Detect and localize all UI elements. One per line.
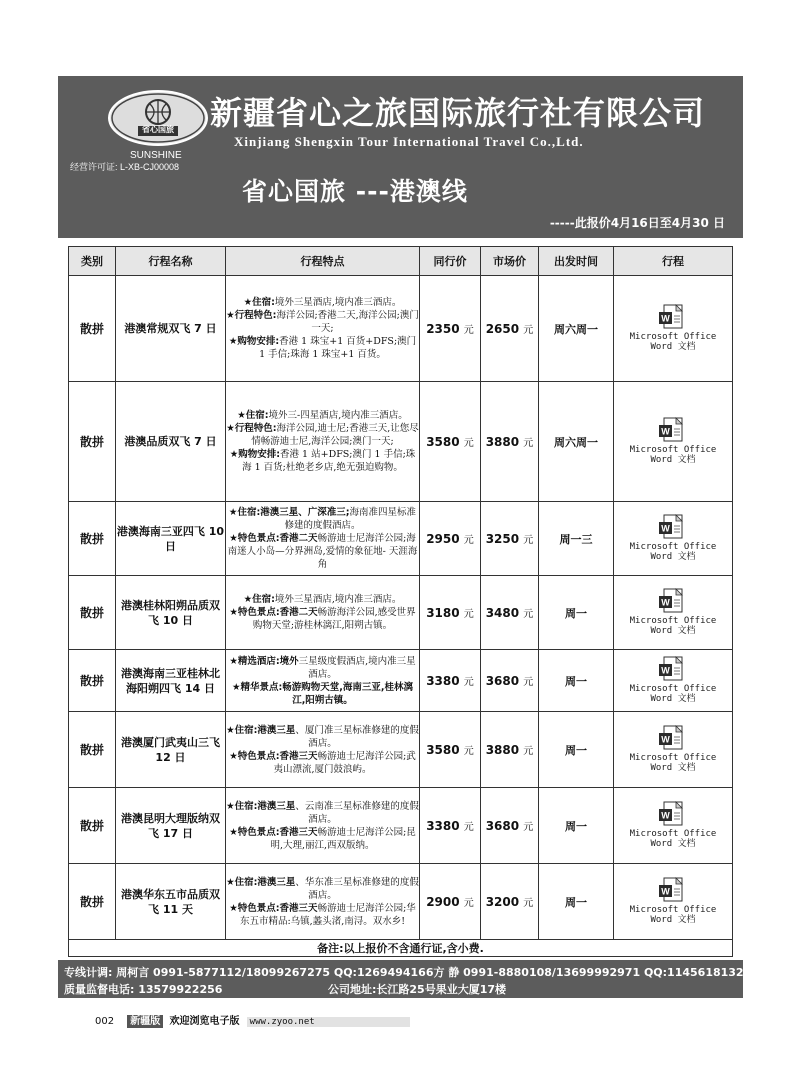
market-price: 3250	[485, 532, 520, 546]
market-price-cell	[481, 788, 539, 864]
doc-label-line2: Word 文档	[650, 342, 696, 352]
peer-price: 3380	[426, 819, 460, 833]
market-price: 3880	[485, 435, 520, 449]
market-price-cell	[481, 576, 539, 650]
itinerary-document-link[interactable]	[630, 877, 717, 925]
yuan-unit: 元	[523, 746, 534, 757]
svg-text:W: W	[661, 734, 670, 745]
feature-line	[226, 800, 419, 826]
itinerary-cell	[614, 650, 733, 712]
feature-text: 畅游海洋公园,感受世界购物天堂;游桂林漓江,阳朔古镇。	[252, 607, 416, 631]
market-price: 3680	[485, 674, 520, 688]
market-price: 3480	[485, 606, 520, 620]
logo-text-en: SUNSHINE	[130, 150, 182, 161]
table-row	[69, 712, 733, 788]
peer-price-cell	[420, 650, 481, 712]
tour-name: 港澳厦门武夷山三飞 12 日	[116, 712, 226, 788]
word-document-icon	[658, 656, 688, 682]
tour-name: 港澳华东五市品质双飞 11 天	[116, 864, 226, 940]
itinerary-document-link[interactable]	[630, 588, 717, 636]
doc-label-line1: Microsoft Office	[629, 445, 717, 455]
feature-heading: ★特色景点:香港二天	[229, 533, 318, 544]
tour-name: 港澳海南三亚四飞 10 日	[116, 502, 226, 576]
feature-line	[226, 655, 419, 681]
itinerary-cell	[614, 712, 733, 788]
word-document-icon	[658, 304, 688, 330]
browse-slogan: 欢迎浏览电子版	[169, 1016, 240, 1027]
doc-label-line1: Microsoft Office	[629, 616, 717, 626]
supervision-phone: 质量监督电话: 13579922256	[64, 983, 223, 996]
col-header-name: 行程名称	[116, 247, 226, 276]
page-number: 002	[95, 1016, 115, 1027]
tour-name: 港澳常规双飞 7 日	[116, 276, 226, 382]
feature-text: 香港 1 珠宝+1 百货+DFS;澳门 1 手信;珠海 1 珠宝+1 百货。	[259, 336, 417, 360]
peer-price: 3580	[426, 743, 460, 757]
yuan-unit: 元	[523, 822, 534, 833]
feature-text: 、华东准三星标准修建的度假酒店。	[295, 876, 419, 901]
yuan-unit: 元	[463, 609, 474, 620]
feature-text: 海洋公园,迪士尼;香港三天,让您尽情畅游迪士尼,海洋公园;澳门一天;	[251, 423, 419, 447]
feature-text: 海南准四星标准修建的度假酒店。	[284, 507, 417, 531]
tour-features	[226, 712, 420, 788]
feature-line	[226, 902, 419, 928]
svg-text:W: W	[661, 426, 670, 437]
doc-label-line1: Microsoft Office	[629, 542, 717, 552]
feature-line	[226, 724, 419, 750]
tour-type: 散拼	[69, 864, 116, 940]
feature-text: 、厦门准三星标准修建的度假酒店。	[295, 724, 419, 749]
yuan-unit: 元	[523, 898, 534, 909]
feature-heading: ★特色景点:香港三天	[229, 902, 318, 914]
departure-days: 周一	[539, 576, 614, 650]
feature-line	[226, 506, 419, 532]
yuan-unit: 元	[463, 822, 474, 833]
col-header-features: 行程特点	[226, 247, 420, 276]
company-address: 公司地址:长江路25号果业大厦17楼	[328, 983, 507, 996]
table-body	[69, 276, 733, 957]
feature-text: 香港 1 站+DFS;澳门 1 手信;珠海 1 百货;杜绝老乡店,绝无强迫购物。	[242, 449, 416, 473]
itinerary-document-link[interactable]	[630, 656, 717, 704]
itinerary-document-link[interactable]	[630, 514, 717, 562]
market-price-cell	[481, 864, 539, 940]
feature-heading: ★特色景点:香港二天	[229, 607, 318, 618]
tour-type: 散拼	[69, 650, 116, 712]
itinerary-cell	[614, 576, 733, 650]
feature-line	[226, 532, 419, 571]
tour-features	[226, 864, 420, 940]
word-document-icon	[658, 514, 688, 540]
feature-line	[226, 606, 419, 632]
tour-name: 港澳桂林阳朔品质双飞 10 日	[116, 576, 226, 650]
feature-heading: ★特色景点:香港三天	[229, 750, 318, 762]
feature-text: 畅游迪士尼海洋公园;海南迷人小岛—分界洲岛,爱情的象征地- 天涯海角	[227, 533, 418, 570]
peer-price-cell	[420, 712, 481, 788]
tour-type: 散拼	[69, 276, 116, 382]
doc-label-line1: Microsoft Office	[629, 684, 717, 694]
doc-label-line2: Word 文档	[650, 839, 696, 849]
tour-name: 港澳品质双飞 7 日	[116, 382, 226, 502]
company-name-en: Xinjiang Shengxin Tour International Travel Co.,Ltd.	[234, 134, 584, 149]
doc-label-line2: Word 文档	[650, 915, 696, 925]
doc-label-line1: Microsoft Office	[629, 829, 717, 839]
tour-features	[226, 276, 420, 382]
page-footer	[95, 1012, 410, 1027]
doc-label-line1: Microsoft Office	[629, 753, 717, 763]
peer-price: 3180	[426, 606, 460, 620]
feature-line	[226, 750, 419, 776]
doc-label-line2: Word 文档	[650, 552, 696, 562]
feature-line	[226, 309, 419, 335]
itinerary-cell	[614, 788, 733, 864]
brochure-page	[58, 76, 743, 1003]
feature-text: 、云南准三星标准修建的度假酒店。	[295, 800, 419, 825]
feature-line	[226, 681, 419, 707]
table-row	[69, 576, 733, 650]
yuan-unit: 元	[463, 677, 474, 688]
tour-name: 港澳海南三亚桂林北海阳朔四飞 14 日	[116, 650, 226, 712]
tour-type: 散拼	[69, 712, 116, 788]
market-price-cell	[481, 382, 539, 502]
feature-line	[226, 296, 419, 309]
col-header-departure: 出发时间	[539, 247, 614, 276]
logo-text-cn: 省心国旅	[142, 125, 174, 134]
departure-days: 周一	[539, 864, 614, 940]
departure-days: 周一三	[539, 502, 614, 576]
col-header-itinerary: 行程	[614, 247, 733, 276]
doc-label-line2: Word 文档	[650, 626, 696, 636]
yuan-unit: 元	[523, 438, 534, 449]
tour-features	[226, 502, 420, 576]
table-header-row	[69, 247, 733, 276]
yuan-unit: 元	[463, 325, 474, 336]
feature-heading: ★购物安排:	[228, 336, 280, 347]
website-link[interactable]: www.zyoo.net	[247, 1017, 410, 1027]
feature-text: 海洋公园;香港二天,海洋公园;澳门一天;	[276, 310, 419, 334]
svg-text:W: W	[661, 810, 670, 821]
doc-label-line2: Word 文档	[650, 455, 696, 465]
feature-line	[226, 448, 419, 474]
peer-price-cell	[420, 576, 481, 650]
svg-text:W: W	[661, 313, 670, 324]
yuan-unit: 元	[523, 677, 534, 688]
departure-days: 周一	[539, 712, 614, 788]
table-row	[69, 502, 733, 576]
word-document-icon	[658, 877, 688, 903]
feature-line	[226, 422, 419, 448]
feature-line	[226, 826, 419, 852]
license-number: 经营许可证: L-XB-CJ00008	[70, 162, 180, 172]
col-header-peer-price: 同行价	[420, 247, 481, 276]
peer-price-cell	[420, 276, 481, 382]
yuan-unit: 元	[463, 535, 474, 546]
svg-text:W: W	[661, 597, 670, 608]
feature-text: 境外三星酒店,境内准三酒店。	[274, 297, 402, 308]
itinerary-cell	[614, 382, 733, 502]
feature-line	[226, 876, 419, 902]
market-price-cell	[481, 650, 539, 712]
table-row	[69, 788, 733, 864]
price-validity: -----此报价4月16日至4月30 日	[549, 216, 725, 230]
doc-label-line2: Word 文档	[650, 763, 696, 773]
feature-heading: ★特色景点:香港三天	[229, 826, 318, 838]
feature-heading: ★住宿:	[237, 410, 269, 421]
yuan-unit: 元	[523, 609, 534, 620]
tour-features	[226, 650, 420, 712]
tour-type: 散拼	[69, 502, 116, 576]
globe-logo-icon	[110, 92, 206, 144]
col-header-market-price: 市场价	[481, 247, 539, 276]
peer-price: 3380	[426, 674, 460, 688]
itinerary-cell	[614, 502, 733, 576]
tour-type: 散拼	[69, 788, 116, 864]
col-header-type: 类别	[69, 247, 116, 276]
feature-heading: ★住宿:港澳三星、广深准三;	[228, 507, 350, 518]
departure-days: 周六周一	[539, 276, 614, 382]
price-note: 备注:以上报价不含通行证,含小费.	[69, 940, 733, 957]
table-row	[69, 864, 733, 940]
feature-heading: ★住宿:港澳三星	[226, 800, 296, 812]
feature-text: 三星级度假酒店,境内准三星酒店。	[298, 655, 416, 680]
feature-text: 畅游迪士尼海洋公园;华东五市精品:乌镇,蠡头渚,南浔。双水乡!	[239, 902, 416, 927]
market-price: 2650	[485, 322, 520, 336]
tour-price-table	[68, 246, 733, 957]
departure-days: 周六周一	[539, 382, 614, 502]
feature-text: 畅游迪士尼海洋公园;昆明,大理,丽江,西双版纳。	[270, 826, 416, 851]
yuan-unit: 元	[523, 325, 534, 336]
itinerary-document-link[interactable]	[630, 725, 717, 773]
itinerary-cell	[614, 276, 733, 382]
hotline-contacts: 专线计调: 周柯言 0991-5877112/18099267275 QQ:1269494166方 静 0991-8880108/13699992971 QQ:1145618132	[64, 966, 744, 979]
contact-footer	[58, 960, 743, 998]
departure-days: 周一	[539, 788, 614, 864]
header-banner	[58, 76, 743, 238]
word-document-icon	[658, 417, 688, 443]
itinerary-document-link[interactable]	[630, 417, 717, 465]
peer-price: 2950	[426, 532, 460, 546]
feature-heading: ★行程特色:	[226, 423, 277, 434]
table-row	[69, 650, 733, 712]
tour-name: 港澳昆明大理版纳双飞 17 日	[116, 788, 226, 864]
word-document-icon	[658, 588, 688, 614]
doc-label-line1: Microsoft Office	[629, 332, 717, 342]
feature-text: 境外三星酒店,境内准三酒店。	[274, 594, 402, 605]
feature-heading: ★行程特色:	[226, 310, 277, 321]
peer-price-cell	[420, 382, 481, 502]
feature-heading: ★精选酒店:境外	[229, 655, 299, 667]
departure-days: 周一	[539, 650, 614, 712]
edition-badge: 新疆版	[127, 1015, 163, 1028]
route-title: 省心国旅 ---港澳线	[242, 177, 468, 206]
peer-price: 2900	[426, 895, 460, 909]
peer-price-cell	[420, 864, 481, 940]
feature-line	[226, 409, 419, 422]
itinerary-document-link[interactable]	[630, 801, 717, 849]
tour-features	[226, 382, 420, 502]
yuan-unit: 元	[463, 746, 474, 757]
doc-label-line2: Word 文档	[650, 694, 696, 704]
market-price-cell	[481, 712, 539, 788]
feature-text: 境外三-四星酒店,境内准三酒店。	[268, 410, 408, 421]
feature-heading: ★住宿:	[243, 594, 275, 605]
yuan-unit: 元	[463, 438, 474, 449]
market-price-cell	[481, 502, 539, 576]
word-document-icon	[658, 725, 688, 751]
peer-price-cell	[420, 788, 481, 864]
feature-text: 畅游迪士尼海洋公园;武夷山漂流,厦门鼓浪屿。	[273, 750, 416, 775]
feature-line	[226, 593, 419, 606]
tour-type: 散拼	[69, 382, 116, 502]
feature-line	[226, 335, 419, 361]
svg-text:W: W	[661, 523, 670, 534]
itinerary-cell	[614, 864, 733, 940]
market-price: 3880	[485, 743, 520, 757]
peer-price-cell	[420, 502, 481, 576]
svg-text:W: W	[661, 886, 670, 897]
company-logo	[108, 90, 208, 146]
market-price: 3680	[485, 819, 520, 833]
feature-heading: ★住宿:	[243, 297, 275, 308]
note-row	[69, 940, 733, 957]
feature-heading: ★住宿:港澳三星	[226, 724, 296, 736]
tour-features	[226, 576, 420, 650]
market-price: 3200	[485, 895, 520, 909]
feature-heading: ★购物安排:	[229, 449, 281, 460]
doc-label-line1: Microsoft Office	[629, 905, 717, 915]
feature-heading: ★精华景点:畅游购物天堂,海南三亚,桂林漓江,阳朔古镇。	[231, 681, 414, 706]
yuan-unit: 元	[463, 898, 474, 909]
tour-type: 散拼	[69, 576, 116, 650]
feature-heading: ★住宿:港澳三星	[226, 876, 296, 888]
itinerary-document-link[interactable]	[630, 304, 717, 352]
word-document-icon	[658, 801, 688, 827]
table-row	[69, 382, 733, 502]
table-row	[69, 276, 733, 382]
peer-price: 2350	[426, 322, 460, 336]
svg-text:W: W	[661, 665, 670, 676]
tour-features	[226, 788, 420, 864]
yuan-unit: 元	[523, 535, 534, 546]
market-price-cell	[481, 276, 539, 382]
company-name-cn: 新疆省心之旅国际旅行社有限公司	[210, 94, 706, 132]
peer-price: 3580	[426, 435, 460, 449]
